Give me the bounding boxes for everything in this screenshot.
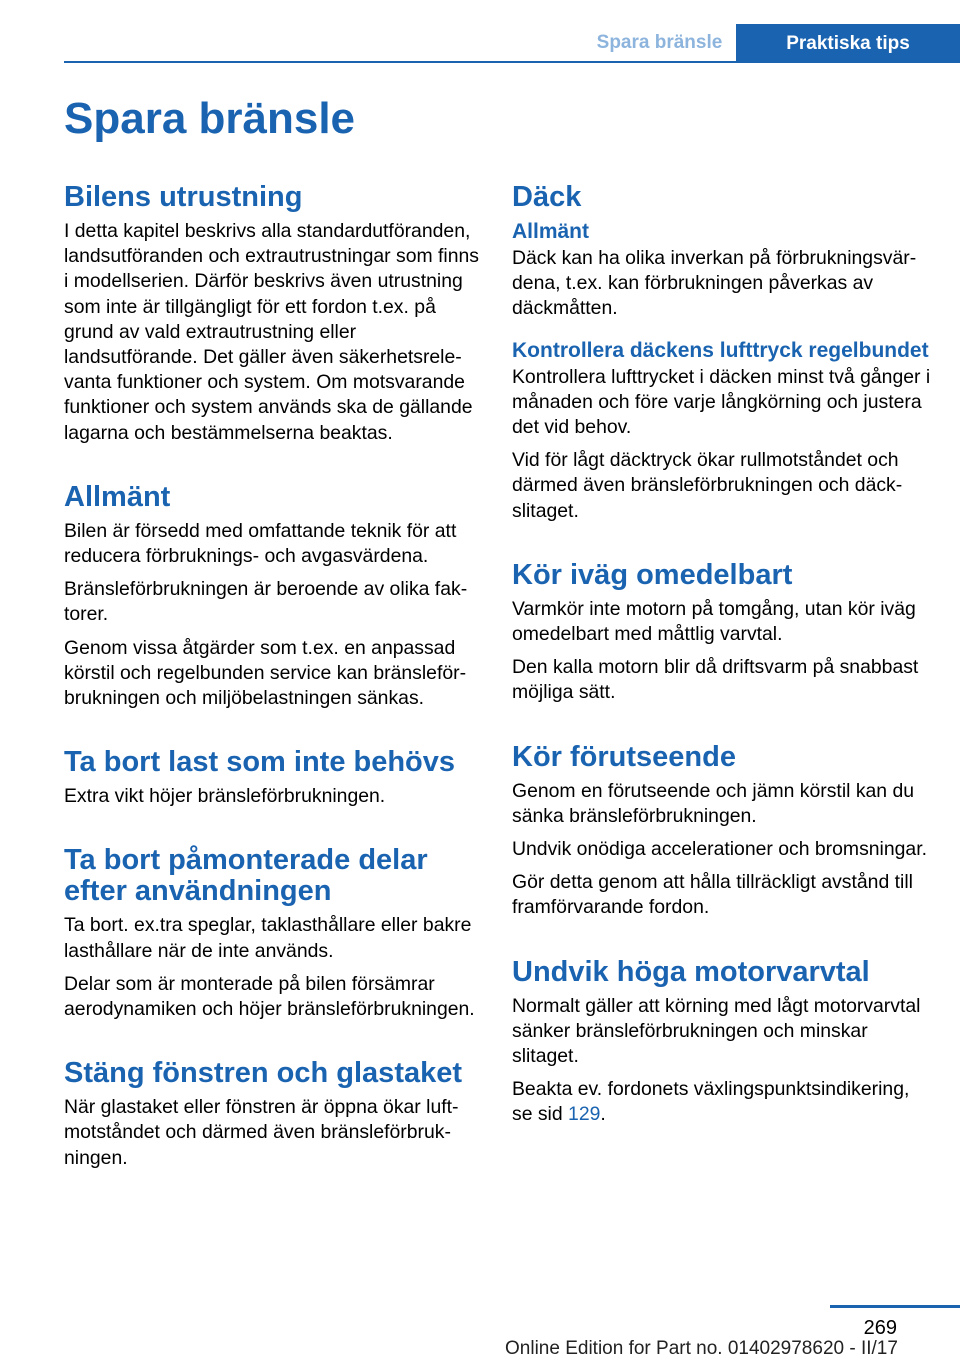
page-title: Spara bränsle xyxy=(64,94,356,143)
high-revs-heading: Undvik höga motorvarvtal xyxy=(512,955,870,988)
section-close-windows xyxy=(64,1058,482,1171)
general-paragraph-2: Bränsleförbrukningen är beroende av olika faktorer. xyxy=(64,578,468,626)
remove-load-paragraph: Extra vikt höjer bränsleförbrukningen. xyxy=(64,785,386,808)
drive-off-heading: Kör iväg omedelbart xyxy=(512,558,793,591)
drive-off-paragraph-1: Varmkör inte motorn på tomgång, utan kör iväg omedelbart med måttlig varvtal. xyxy=(512,597,916,646)
high-revs-suffix: . xyxy=(600,1103,606,1126)
tyres-general-paragraph: Däck kan ha olika inverkan på förbrukningsvärdena, t.ex. kan förbrukningen påverkas av däckmåtten. xyxy=(512,247,917,320)
anticipate-paragraph-2: Undvik onödiga accelerationer och bromsningar. xyxy=(512,838,927,861)
tyres-pressure-paragraph-1: Kontrollera lufttrycket i däcken minst två gånger i månaden och före varje långkörning och justera det vid behov. xyxy=(512,365,931,439)
remove-load-heading: Ta bort last som inte behövs xyxy=(64,746,456,779)
remove-parts-paragraph-2: Delar som är monterade på bilen försämrar aerodynamiken och höjer bränsleförbrukningen. xyxy=(64,972,475,1021)
page-reference-link[interactable]: 129 xyxy=(568,1103,601,1126)
close-windows-heading: Stäng fönstren och glastaket xyxy=(64,1057,463,1090)
general-paragraph-3: Genom vissa åtgärder som t.ex. en anpassad körstil och regelbunden service kan bränsleförbrukningen och miljöbelastningen sänkas. xyxy=(64,636,467,710)
footer-rule xyxy=(830,1305,960,1308)
remove-parts-heading: Ta bort påmonterade delar efter användningen xyxy=(64,844,428,908)
general-heading: Allmänt xyxy=(64,480,171,513)
equipment-heading: Bilens utrustning xyxy=(64,181,303,213)
tyres-general-subsection xyxy=(512,219,932,322)
tyres-pressure-subsection xyxy=(512,338,932,524)
section-remove-load xyxy=(64,747,482,809)
section-general xyxy=(64,482,482,711)
tyres-pressure-heading: Kontrollera däckens lufttryck regelbundet xyxy=(512,338,929,362)
anticipate-heading: Kör förutseende xyxy=(512,740,736,773)
section-tyres xyxy=(512,182,932,524)
right-column xyxy=(512,182,932,1164)
header-chapter-tab[interactable]: Praktiska tips xyxy=(736,24,960,63)
remove-parts-paragraph-1: Ta bort. ex.tra speglar, taklasthållare eller bakre lasthållare när de inte används. xyxy=(64,914,472,962)
anticipate-paragraph-1: Genom en förutseende och jämn körstil kan du sänka bränsleförbrukningen. xyxy=(512,779,915,827)
section-remove-parts xyxy=(64,845,482,1022)
section-anticipate xyxy=(512,742,932,921)
header-rule xyxy=(64,61,960,63)
general-paragraph-1: Bilen är försedd med omfattande teknik för att reducera förbruknings- och avgasvärdena. xyxy=(64,519,457,568)
tyres-pressure-paragraph-2: Vid för lågt däcktryck ökar rullmotståndet och därmed även bränsleförbrukningen och däckslitaget. xyxy=(512,449,903,522)
high-revs-text: Beakta ev. fordonets växlingspunktsindikering, se sid xyxy=(512,1078,910,1126)
close-windows-paragraph: När glastaket eller fönstren är öppna ökar luftmotståndet och därmed även bränsleförbrukningen. xyxy=(64,1096,459,1169)
tyres-heading: Däck xyxy=(512,181,582,213)
high-revs-paragraph-1: Normalt gäller att körning med lågt motorvarvtal sänker bränsleförbrukningen och minskar slitaget. xyxy=(512,994,921,1068)
footer-edition: Online Edition for Part no. 01402978620 - II/17 xyxy=(505,1338,898,1359)
section-high-revs xyxy=(512,957,932,1128)
section-equipment xyxy=(64,182,482,446)
left-column xyxy=(64,182,482,1207)
equipment-paragraph: I detta kapitel beskrivs alla standardutföranden, landsutföranden och extrautrustningar som finns i modellserien. Därför beskrivs även utrustning som inte är tillgängligt för ett fordon t.ex. på grund av vald extrautrustning eller landsutförande. Det gäller även säkerhetsrelevanta funktioner och system. Om motsvarande funktioner och system används ska de gällande lagarna och bestämmelserna beaktas. xyxy=(64,220,479,444)
page-number: 269 xyxy=(863,1317,897,1339)
high-revs-paragraph-2 xyxy=(512,1077,932,1127)
tyres-general-heading: Allmänt xyxy=(512,220,590,243)
header-section-tab[interactable]: Spara bränsle xyxy=(596,31,723,53)
anticipate-paragraph-3: Gör detta genom att hålla tillräckligt avstånd till framförvarande fordon. xyxy=(512,871,913,919)
section-drive-off xyxy=(512,560,932,706)
drive-off-paragraph-2: Den kalla motorn blir då driftsvarm på snabbast möjliga sätt. xyxy=(512,656,919,704)
